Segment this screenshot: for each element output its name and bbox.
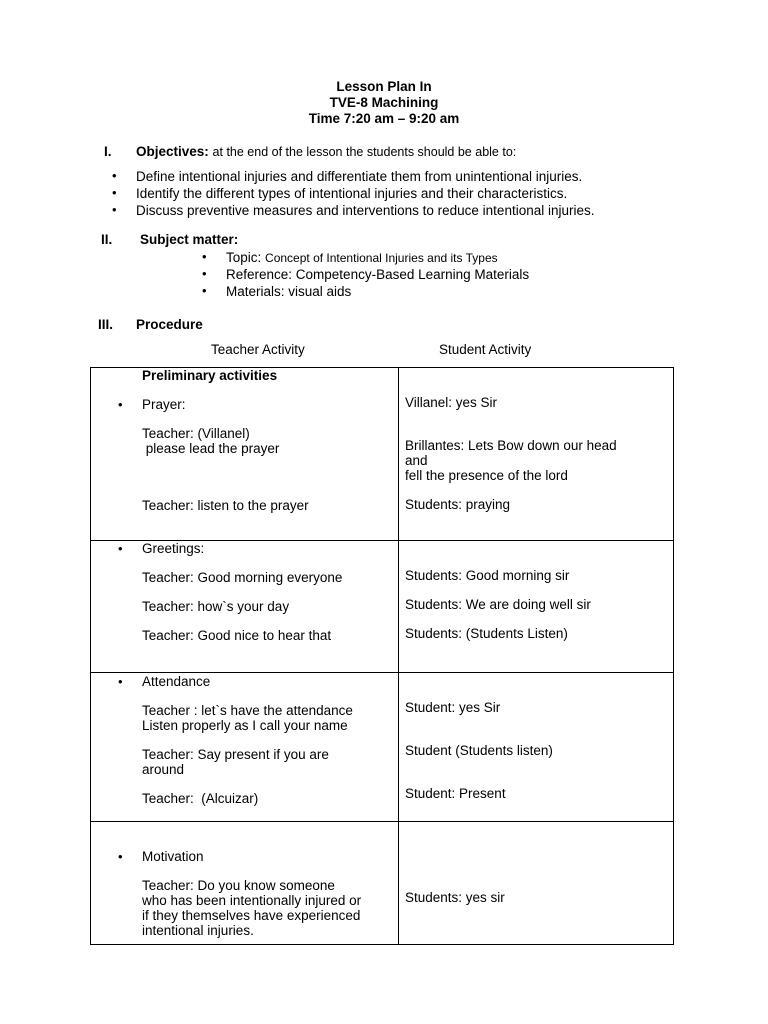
objectives-title: Objectives:: [136, 144, 209, 159]
objective-item: [112, 202, 595, 218]
student-cell: [399, 673, 674, 822]
bullet-icon: •: [202, 266, 207, 281]
activity-label: Motivation: [142, 849, 204, 864]
student-line: Students: praying: [405, 497, 511, 512]
student-line: Student: yes Sir: [405, 700, 501, 715]
subject-reference: [202, 266, 530, 282]
student-line: fell the presence of the lord: [405, 468, 568, 483]
bullet-icon: •: [118, 849, 123, 864]
teacher-line: Teacher: Good morning everyone: [142, 570, 343, 585]
subject-matter-number: II.: [101, 232, 113, 247]
bullet-icon: •: [112, 202, 117, 217]
teacher-line: if they themselves have experienced: [142, 908, 361, 923]
teacher-line: who has been intentionally injured or: [142, 893, 362, 908]
student-line: Brillantes: Lets Bow down our head: [405, 438, 617, 453]
doc-title-line-3: Time 7:20 am – 9:20 am: [308, 111, 460, 126]
teacher-line: around: [142, 762, 185, 777]
topic-label: Topic:: [226, 250, 262, 265]
objective-item: [112, 185, 568, 201]
reference-text: Reference: Competency-Based Learning Materials: [226, 267, 530, 282]
doc-title-line-1: Lesson Plan In: [336, 79, 432, 94]
bullet-icon: •: [202, 249, 207, 264]
activity-label: Attendance: [142, 674, 211, 689]
student-activity-header: Student Activity: [439, 342, 532, 357]
teacher-cell: [91, 822, 399, 945]
table-row: [91, 541, 674, 673]
student-line: Villanel: yes Sir: [405, 395, 498, 410]
teacher-line: Teacher: (Alcuizar): [142, 791, 259, 806]
teacher-line: please lead the prayer: [142, 441, 280, 456]
student-cell: [399, 541, 674, 673]
preliminary-heading: Preliminary activities: [142, 368, 278, 383]
objective-text: Identify the different types of intentional injuries and their characteristics.: [136, 186, 568, 201]
procedure-title: Procedure: [136, 317, 203, 332]
topic-value: Concept of Intentional Injuries and its Types: [265, 251, 498, 265]
teacher-cell: [91, 541, 399, 673]
teacher-line: Teacher: Do you know someone: [142, 878, 335, 893]
materials-text: Materials: visual aids: [226, 284, 352, 299]
subject-matter-title: Subject matter:: [140, 232, 239, 247]
student-cell: [399, 822, 674, 945]
procedure-table: [90, 367, 674, 945]
student-line: Student (Students listen): [405, 743, 553, 758]
teacher-activity-header: Teacher Activity: [211, 342, 305, 357]
table-row: [91, 822, 674, 945]
bullet-icon: •: [118, 674, 123, 689]
teacher-line: Teacher: listen to the prayer: [142, 498, 309, 513]
teacher-cell: [91, 673, 399, 822]
student-line: and: [405, 453, 428, 468]
teacher-line: intentional injuries.: [142, 923, 254, 938]
activity-label: Prayer:: [142, 397, 186, 412]
objectives-heading: [136, 144, 516, 159]
subject-materials: [202, 283, 352, 299]
bullet-icon: •: [112, 168, 117, 183]
objectives-intro: at the end of the lesson the students should be able to:: [212, 145, 517, 159]
objective-item: [112, 168, 583, 184]
student-cell: [399, 368, 674, 541]
objective-text: Discuss preventive measures and interventions to reduce intentional injuries.: [136, 203, 595, 218]
teacher-line: Teacher: (Villanel): [142, 426, 250, 441]
procedure-number: III.: [98, 317, 114, 332]
bullet-icon: •: [118, 541, 123, 556]
bullet-icon: •: [112, 185, 117, 200]
student-line: Students: yes sir: [405, 890, 505, 905]
student-line: Students: (Students Listen): [405, 626, 568, 641]
table-row: [91, 673, 674, 822]
student-line: Student: Present: [405, 786, 506, 801]
objective-text: Define intentional injuries and differentiate them from unintentional injuries.: [136, 169, 583, 184]
teacher-cell: [91, 368, 399, 541]
teacher-line: Teacher: how`s your day: [142, 599, 290, 614]
doc-title-line-2: TVE-8 Machining: [329, 95, 439, 110]
teacher-line: Listen properly as I call your name: [142, 718, 348, 733]
teacher-line: Teacher: Good nice to hear that: [142, 628, 332, 643]
student-line: Students: We are doing well sir: [405, 597, 591, 612]
subject-topic: [202, 249, 498, 265]
student-line: Students: Good morning sir: [405, 568, 570, 583]
bullet-icon: •: [118, 397, 123, 412]
teacher-line: Teacher: Say present if you are: [142, 747, 329, 762]
activity-label: Greetings:: [142, 541, 205, 556]
table-row: [91, 368, 674, 541]
teacher-line: Teacher : let`s have the attendance: [142, 703, 353, 718]
bullet-icon: •: [202, 283, 207, 298]
objectives-number: I.: [104, 144, 112, 159]
